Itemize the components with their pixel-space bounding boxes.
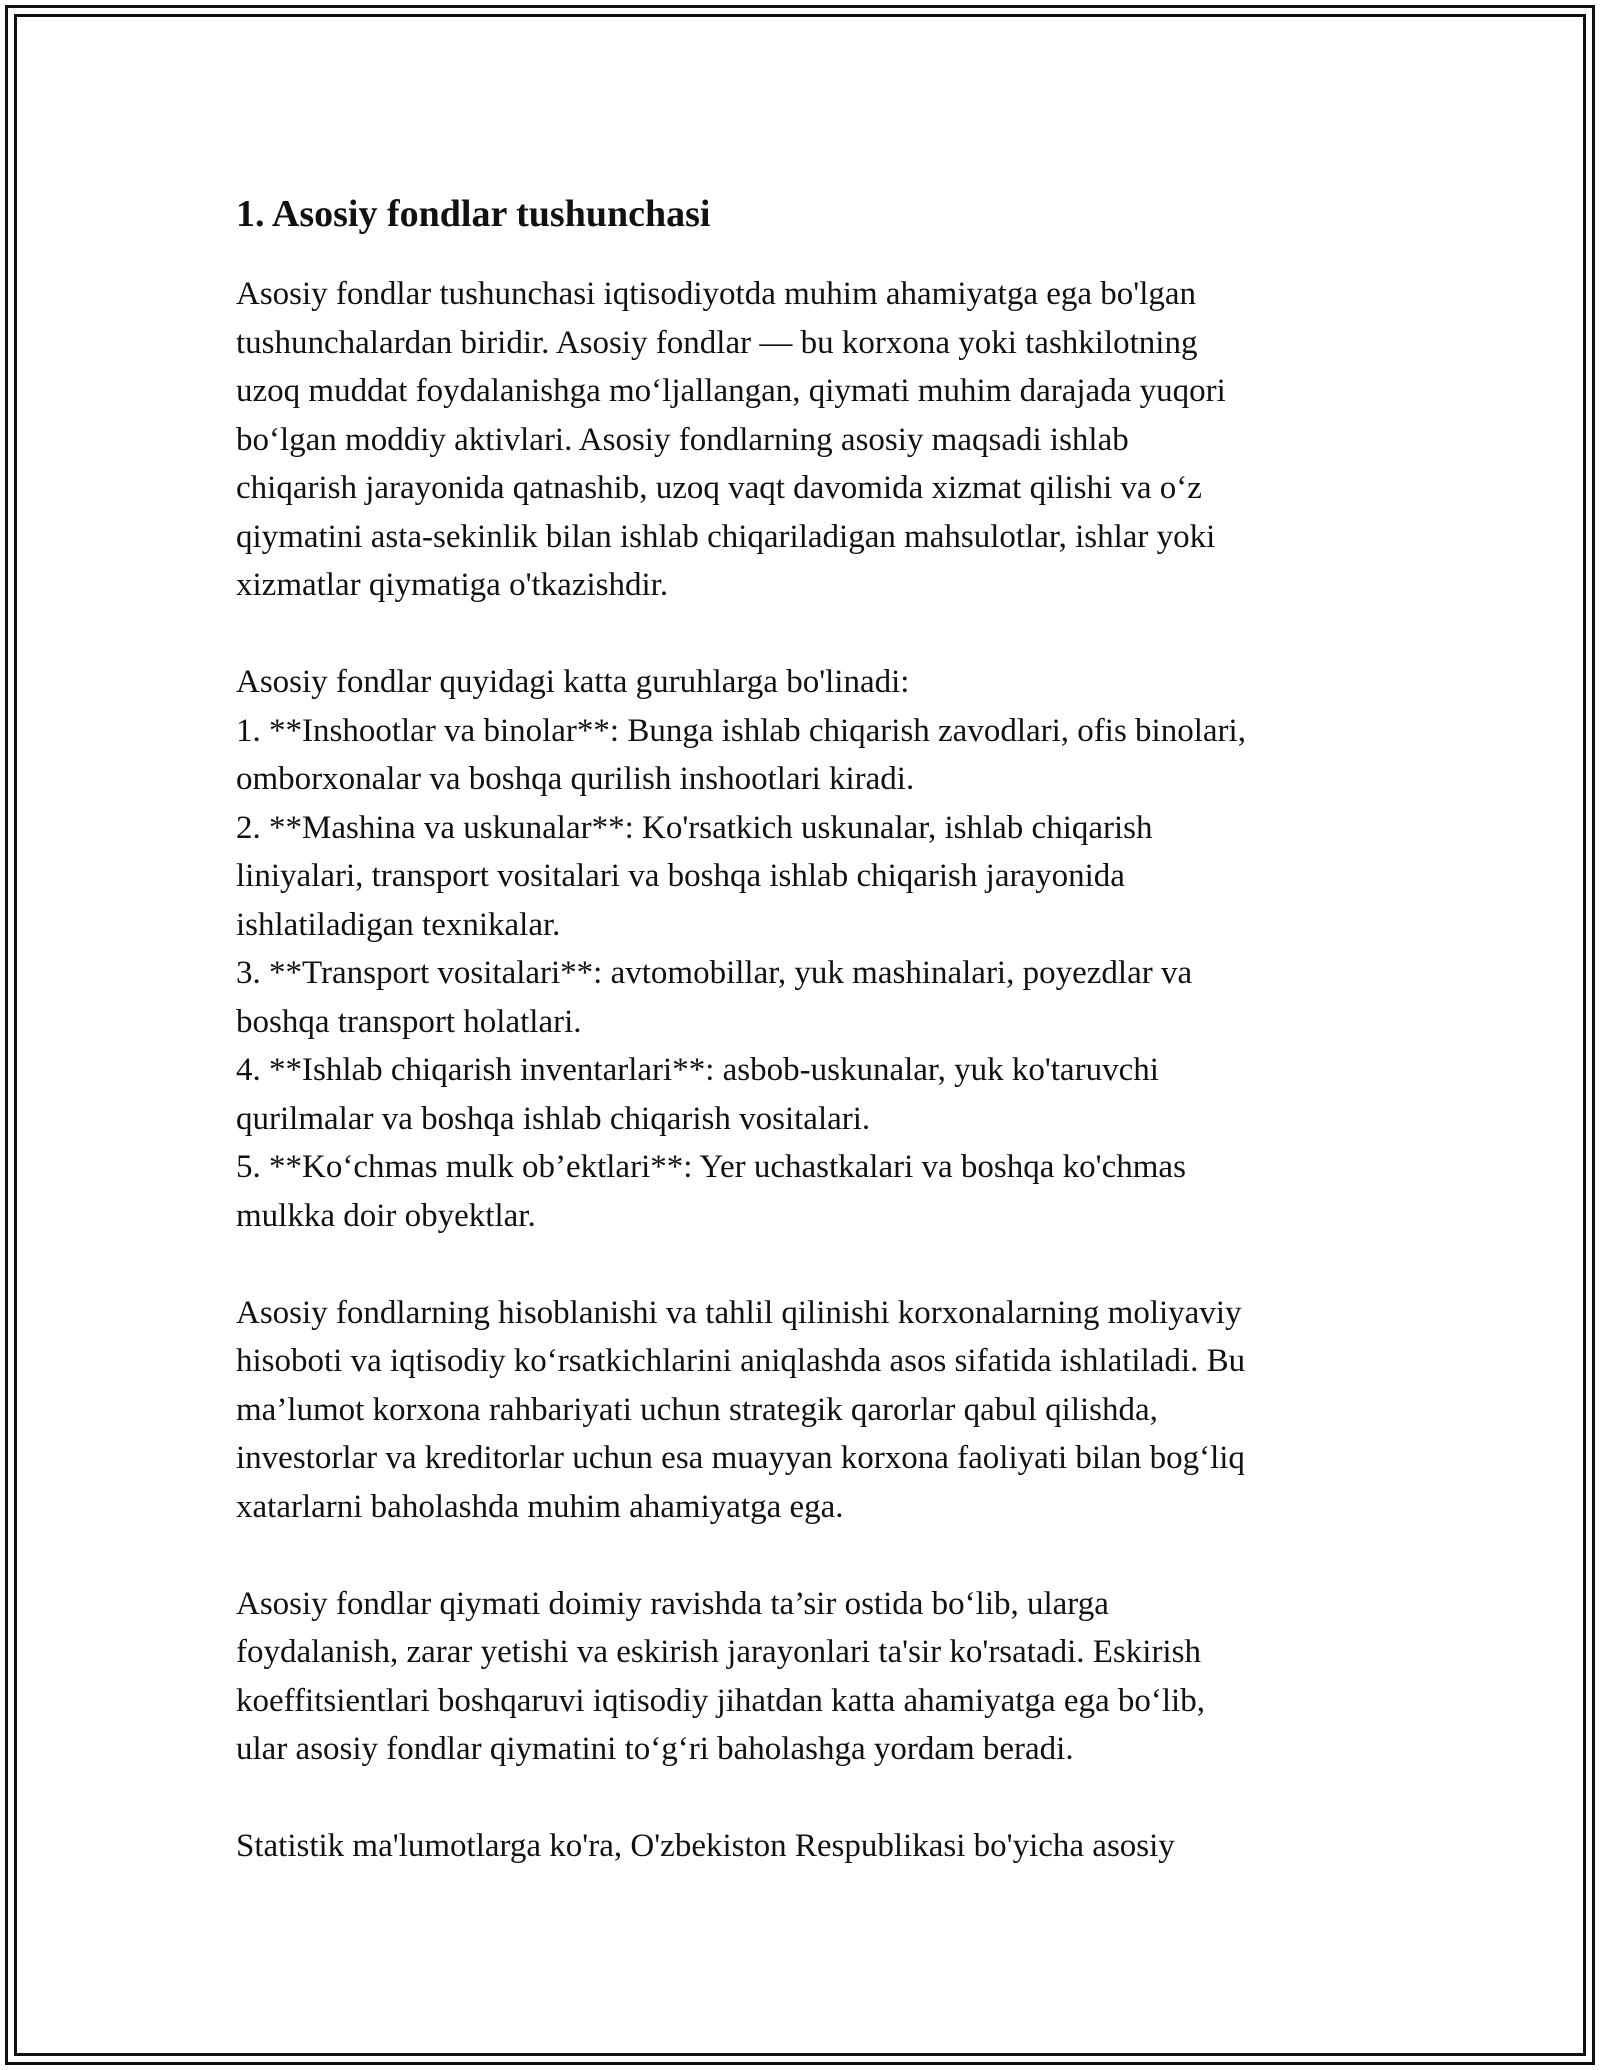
list-item: qurilmalar va boshqa ishlab chiqarish vositalari. (236, 1100, 871, 1137)
text-line: hisoboti va iqtisodiy koʻrsatkichlarini aniqlashda asos sifatida ishlatiladi. Bu (236, 1343, 1246, 1379)
list-item: boshqa transport holatlari. (236, 1003, 582, 1040)
text-line: Asosiy fondlar tushunchasi iqtisodiyotda muhim ahamiyatga ega bo'lgan (236, 276, 1197, 312)
text-line: foydalanish, zarar yetishi va eskirish jarayonlari ta'sir ko'rsatadi. Eskirish (236, 1634, 1201, 1670)
paragraph-definition (236, 270, 1386, 610)
text-line: ma’lumot korxona rahbariyati uchun strategik qarorlar qabul qilishda, (236, 1391, 1158, 1428)
text-line: Asosiy fondlarning hisoblanishi va tahlil qilinishi korxonalarning moliyaviy (236, 1294, 1242, 1331)
list-item: ishlatiladigan texnikalar. (236, 906, 561, 943)
text-line: chiqarish jarayonida qatnashib, uzoq vaqt davomida xizmat qilishi va oʻz (236, 470, 1202, 506)
text-line: Asosiy fondlar qiymati doimiy ravishda ta’sir ostida boʻlib, ularga (236, 1585, 1109, 1622)
list-item: omborxonalar va boshqa qurilish inshootlari kiradi. (236, 761, 915, 797)
paragraph-spacer (236, 610, 1386, 659)
text-line: tushunchalardan biridir. Asosiy fondlar — bu korxona yoki tashkilotning (236, 324, 1198, 361)
list-item: 2. **Mashina va uskunalar**: Ko'rsatkich uskunalar, ishlab chiqarish (236, 809, 1153, 846)
paragraph-statistics (236, 1822, 1386, 1871)
text-line: qiymatini asta-sekinlik bilan ishlab chiqariladigan mahsulotlar, ishlar yoki (236, 518, 1216, 555)
paragraph-groups-list (236, 658, 1386, 1240)
text-line: investorlar va kreditorlar uchun esa muayyan korxona faoliyati bilan bogʻliq (236, 1440, 1245, 1476)
list-item: 3. **Transport vositalari**: avtomobillar, yuk mashinalari, poyezdlar va (236, 955, 1193, 991)
list-item: 1. **Inshootlar va binolar**: Bunga ishlab chiqarish zavodlari, ofis binolari, (236, 712, 1246, 749)
text-line: xizmatlar qiymatiga o'tkazishdir. (236, 567, 669, 603)
list-item: 5. **Koʻchmas mulk ob’ektlari**: Yer uchastkalari va boshqa ko'chmas (236, 1149, 1186, 1185)
paragraph-depreciation (236, 1580, 1386, 1774)
paragraph-spacer (236, 1531, 1386, 1580)
text-line: uzoq muddat foydalanishga moʻljallangan, qiymati muhim darajada yuqori (236, 373, 1226, 409)
list-item: mulkka doir obyektlar. (236, 1197, 536, 1234)
text-line: ular asosiy fondlar qiymatini toʻgʻri baholashga yordam beradi. (236, 1731, 1074, 1767)
paragraph-spacer (236, 1240, 1386, 1289)
list-intro: Asosiy fondlar quyidagi katta guruhlarga bo'linadi: (236, 664, 910, 700)
text-line: Statistik ma'lumotlarga ko'ra, O'zbekiston Respublikasi bo'yicha asosiy (236, 1828, 1175, 1864)
text-line: xatarlarni baholashda muhim ahamiyatga ega. (236, 1488, 844, 1525)
paragraph-spacer (236, 1774, 1386, 1823)
text-line: boʻlgan moddiy aktivlari. Asosiy fondlarning asosiy maqsadi ishlab (236, 421, 1129, 458)
paragraph-accounting (236, 1289, 1386, 1532)
document-page (236, 186, 1386, 1871)
section-title: 1. Asosiy fondlar tushunchasi (236, 193, 711, 235)
list-item: liniyalari, transport vositalari va boshqa ishlab chiqarish jarayonida (236, 858, 1125, 894)
text-line: koeffitsientlari boshqaruvi iqtisodiy jihatdan katta ahamiyatga ega boʻlib, (236, 1682, 1205, 1719)
list-item: 4. **Ishlab chiqarish inventarlari**: asbob-uskunalar, yuk ko'taruvchi (236, 1052, 1159, 1088)
